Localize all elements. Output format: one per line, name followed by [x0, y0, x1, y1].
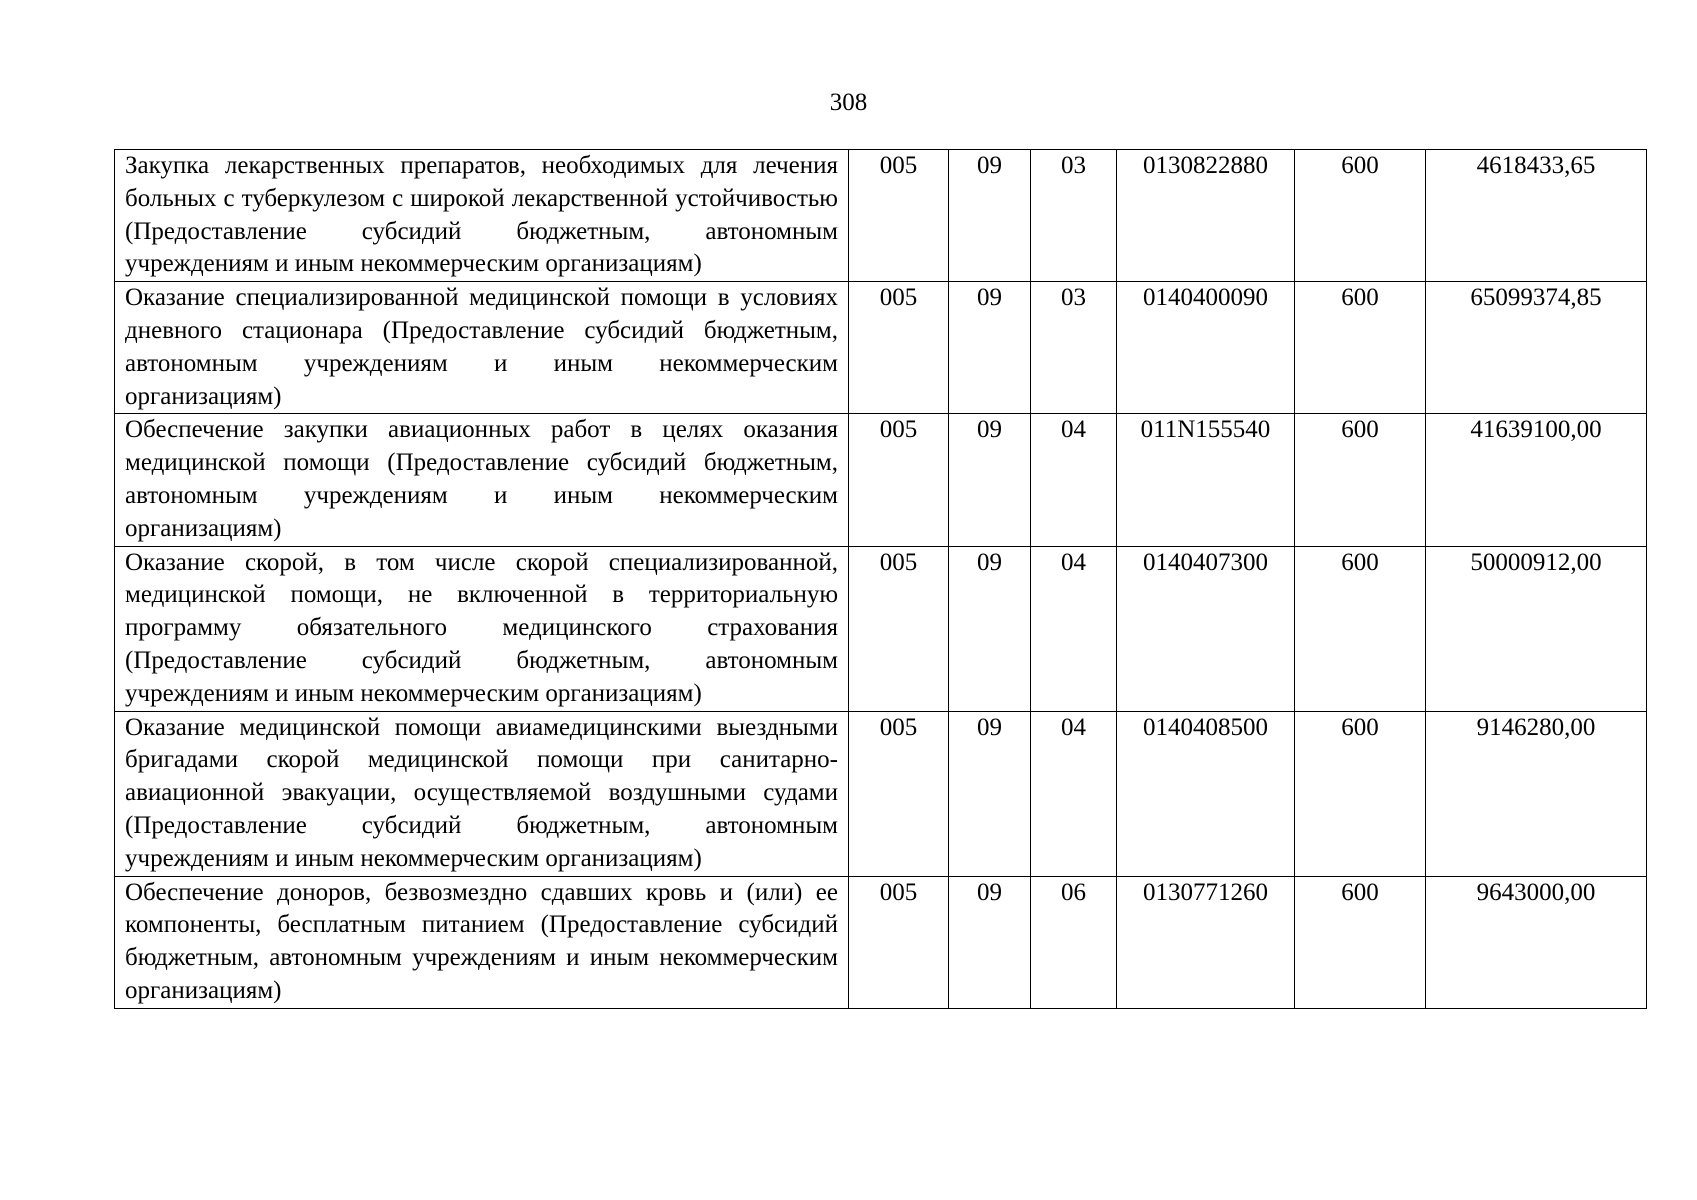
- amount: 50000912,00: [1426, 546, 1647, 711]
- amount: 9643000,00: [1426, 876, 1647, 1008]
- table-row: [115, 876, 1647, 1008]
- row-description: Обеспечение доноров, безвозмездно сдавших кровь и (или) ее компоненты, бесплатным питанием (Предоставление субсидий бюджетным, автономным учреждениям и иным некоммерческим организациям): [115, 876, 849, 1008]
- page-number: 308: [829, 89, 868, 116]
- expense-type-code: 600: [1295, 546, 1426, 711]
- target-article-code: 0140407300: [1117, 546, 1295, 711]
- subsection-code: 04: [1031, 711, 1117, 876]
- target-article-code: 0130771260: [1117, 876, 1295, 1008]
- ministry-code: 005: [849, 414, 949, 546]
- row-description: Обеспечение закупки авиационных работ в целях оказания медицинской помощи (Предоставление субсидий бюджетным, автономным учреждениям и иным некоммерческим организациям): [115, 414, 849, 546]
- section-code: 09: [949, 876, 1031, 1008]
- section-code: 09: [949, 282, 1031, 414]
- section-code: 09: [949, 711, 1031, 876]
- table-row: [115, 414, 1647, 546]
- section-code: 09: [949, 150, 1031, 282]
- row-description: Оказание специализированной медицинской помощи в условиях дневного стационара (Предоставление субсидий бюджетным, автономным учреждениям и иным некоммерческим организациям): [115, 282, 849, 414]
- expense-type-code: 600: [1295, 414, 1426, 546]
- table-row: [115, 282, 1647, 414]
- target-article-code: 011N155540: [1117, 414, 1295, 546]
- amount: 41639100,00: [1426, 414, 1647, 546]
- section-code: 09: [949, 546, 1031, 711]
- amount: 9146280,00: [1426, 711, 1647, 876]
- table-row: [115, 546, 1647, 711]
- ministry-code: 005: [849, 876, 949, 1008]
- subsection-code: 04: [1031, 546, 1117, 711]
- ministry-code: 005: [849, 711, 949, 876]
- amount: 4618433,65: [1426, 150, 1647, 282]
- ministry-code: 005: [849, 282, 949, 414]
- ministry-code: 005: [849, 546, 949, 711]
- amount: 65099374,85: [1426, 282, 1647, 414]
- target-article-code: 0130822880: [1117, 150, 1295, 282]
- subsection-code: 04: [1031, 414, 1117, 546]
- ministry-code: 005: [849, 150, 949, 282]
- budget-table-body: [115, 150, 1647, 1009]
- row-description: Оказание скорой, в том числе скорой специализированной, медицинской помощи, не включенной в территориальную программу обязательного медицинского страхования (Предоставление субсидий бюджетным, автономным учреждениям и иным некоммерческим организациям): [115, 546, 849, 711]
- table-row: [115, 150, 1647, 282]
- subsection-code: 03: [1031, 150, 1117, 282]
- table-row: [115, 711, 1647, 876]
- expense-type-code: 600: [1295, 282, 1426, 414]
- subsection-code: 06: [1031, 876, 1117, 1008]
- expense-type-code: 600: [1295, 150, 1426, 282]
- section-code: 09: [949, 414, 1031, 546]
- row-description: Оказание медицинской помощи авиамедицинскими выездными бригадами скорой медицинской помощи при санитарно-авиационной эвакуации, осуществляемой воздушными судами (Предоставление субсидий бюджетным, автономным учреждениям и иным некоммерческим организациям): [115, 711, 849, 876]
- target-article-code: 0140400090: [1117, 282, 1295, 414]
- budget-table: [114, 149, 1647, 1009]
- expense-type-code: 600: [1295, 876, 1426, 1008]
- row-description: Закупка лекарственных препаратов, необходимых для лечения больных с туберкулезом с широкой лекарственной устойчивостью (Предоставление субсидий бюджетным, автономным учреждениям и иным некоммерческим организациям): [115, 150, 849, 282]
- expense-type-code: 600: [1295, 711, 1426, 876]
- target-article-code: 0140408500: [1117, 711, 1295, 876]
- subsection-code: 03: [1031, 282, 1117, 414]
